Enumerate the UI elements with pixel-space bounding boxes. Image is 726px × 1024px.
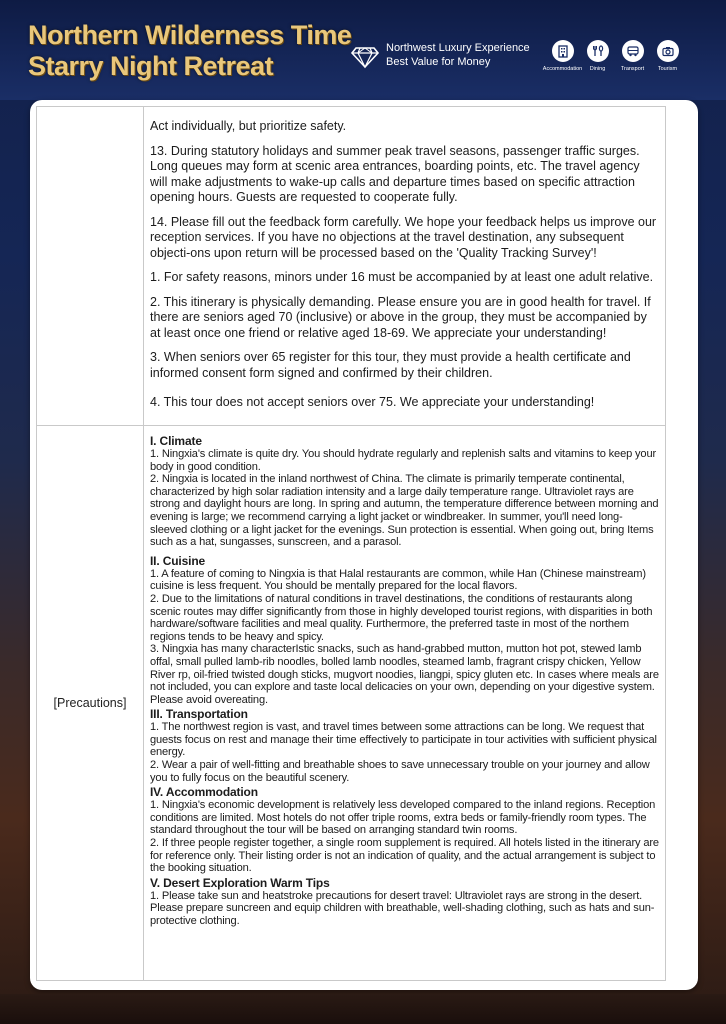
section-item: 1. Ningxia's economic development is relatively less developed compared to the inland regions. Reception conditions are limited. Most hotels do not offer triple rooms, extra beds or family-friendly room types. The standard throughout the tour will be based on arranging standard twin rooms. bbox=[150, 799, 656, 837]
section-item: 1. A feature of coming to Ningxia is that Halal restaurants are common, while Han (Chinese mainstream) cuisine is less frequent. You should be mentally prepared for the local flavors. bbox=[150, 567, 646, 593]
note-paragraph: 13. During statutory holidays and summer peak travel seasons, passenger traffic surges. Long queues may form at scenic area entrances, boarding points, etc. The travel agency will make adjustments to wake-up calls and departure times based on specific attraction opening hours. Guests are requested to cooperate fully. bbox=[150, 143, 640, 204]
section-heading: II. Cuisine bbox=[150, 553, 206, 568]
section-heading: V. Desert Exploration Warm Tips bbox=[150, 875, 330, 890]
slogan-line-1: Northwest Luxury Experience bbox=[386, 42, 530, 54]
section-item: 2. Due to the limitations of natural conditions in travel destinations, the conditions of restaurants along scenic routes may differ significantly from those in highly developed tourist regions, with disparities in both hardware/software facilities and meal quality. Furthermore, the preferred taste in most of the northem regions tends to be heavy and spicy. bbox=[150, 592, 653, 643]
note-paragraph: 4. This tour does not accept seniors over 75. We appreciate your understanding! bbox=[150, 395, 595, 409]
note-paragraph: 2. This itinerary is physically demanding. Please ensure you are in good health for travel. If there are seniors aged 70 (inclusive) or above in the group, they must be accompanied by at least once one friend or relative aged 18-69. We appreciate your understanding! bbox=[150, 294, 651, 340]
note-paragraph: 3. When seniors over 65 register for this tour, they must provide a health certificate and informed consent form signed and confirmed by their children. bbox=[150, 350, 631, 380]
service-label: Accommodation bbox=[542, 66, 583, 72]
section-item: 1. Please take sun and heatstroke precautions for desert travel: Ultraviolet rays are strong in the desert. Please prepare suncreen and equip children with breathable, well-shading clothing, such as hats and sun-protective clothing. bbox=[150, 889, 655, 927]
section-heading: III. Transportation bbox=[150, 707, 248, 722]
service-label: Transport bbox=[620, 66, 645, 72]
header-banner bbox=[0, 0, 726, 100]
note-paragraph: Act individually, but prioritize safety. bbox=[150, 119, 347, 133]
slogan-line-2: Best Value for Money bbox=[386, 56, 491, 68]
section-item: 2. If three people register together, a single room supplement is required. All hotels listed in the itinerary are for reference only. Their listing order is not an indication of quality, and the actual arrangement is subject to the booking situation. bbox=[150, 837, 659, 875]
section-item: 1. The northwest region is vast, and travel times between some attractions can be long. We request that guests focus on rest and manage their time effectively to participate in tour activities with sufficient physical energy. bbox=[150, 721, 657, 759]
content-card bbox=[30, 100, 698, 990]
section-item: 2. Ningxia is located in the inland northwest of China. The climate is primarily temperate continental, characterized by high solar radiation intensity and a large daily temperature range. Ultraviolet rays are strong and daylight hours are long. In spring and autumn, the temperature difference between morning and evening is large; we recommend carrying a light jacket or windbreaker. In summer, you'll need long-sleeved clothing or a light jacket for the evenings. Sun protection is essential. When going out, bring Items such as a hat, sungasses, sunscreen, and a parasol. bbox=[150, 473, 659, 549]
table-row bbox=[37, 426, 666, 981]
row-label bbox=[37, 107, 144, 426]
section-item: 3. Ningxia has many characterIstic snacks, such as hand-grabbed mutton, mutton hot pot, stewed lamb offal, small pulled lamb-rib noodles, bolled lamb noodles, steamed lamb, fragrant crispy chicken, Yellow River rp, oil-fried twisted dough sticks, mugvort noodies, liangpi, spicy gluten etc. In cases where meals are not included, you can explore and taste local delicacies on your own, depending on your digestive system. Please avoid overeating. bbox=[150, 643, 659, 706]
slogan bbox=[350, 40, 530, 70]
footer-strip bbox=[0, 994, 726, 1024]
service-label: Dining bbox=[589, 66, 606, 72]
page-title bbox=[28, 20, 351, 82]
bus-icon bbox=[626, 44, 640, 58]
section-heading: I. Climate bbox=[150, 434, 202, 448]
service-tourism bbox=[653, 40, 682, 72]
section-heading: IV. Accommodation bbox=[150, 785, 258, 800]
section-item: 2. Wear a pair of well-fitting and breathable shoes to save unnecessary trouble on your journey and allow you to fully focus on the beautiful scenery. bbox=[150, 759, 650, 784]
service-dining bbox=[583, 40, 612, 72]
precautions-cell bbox=[144, 426, 666, 981]
note-paragraph: 14. Please fill out the feedback form carefully. We hope your feedback helps us improve our reception services. If you have no objections at the travel destination, any subsequent objecti-ons upon return will be processed based on the 'Quality Tracking Survey'! bbox=[150, 214, 657, 260]
camera-icon bbox=[661, 44, 675, 58]
dining-icon bbox=[591, 44, 605, 58]
service-icons bbox=[542, 40, 682, 72]
section-item: 1. Ningxia's climate is quite dry. You should hydrate regularly and replenish salts and vitamins to keep your body in good condition. bbox=[150, 448, 657, 473]
precautions-label: [Precautions] bbox=[37, 426, 144, 981]
service-label: Tourism bbox=[657, 66, 678, 72]
table-row bbox=[37, 107, 666, 426]
note-paragraph: 1. For safety reasons, minors under 16 must be accompanied by at least one adult relative. bbox=[150, 270, 654, 284]
title-line-2: Starry Night Retreat bbox=[28, 51, 274, 81]
title-line-1: Northern Wilderness Time bbox=[28, 20, 352, 50]
hotel-icon bbox=[556, 44, 570, 58]
notes-cell bbox=[144, 107, 666, 426]
service-transport bbox=[618, 40, 647, 72]
service-accommodation bbox=[542, 40, 583, 72]
itinerary-table bbox=[36, 106, 666, 981]
diamond-icon bbox=[350, 40, 380, 70]
